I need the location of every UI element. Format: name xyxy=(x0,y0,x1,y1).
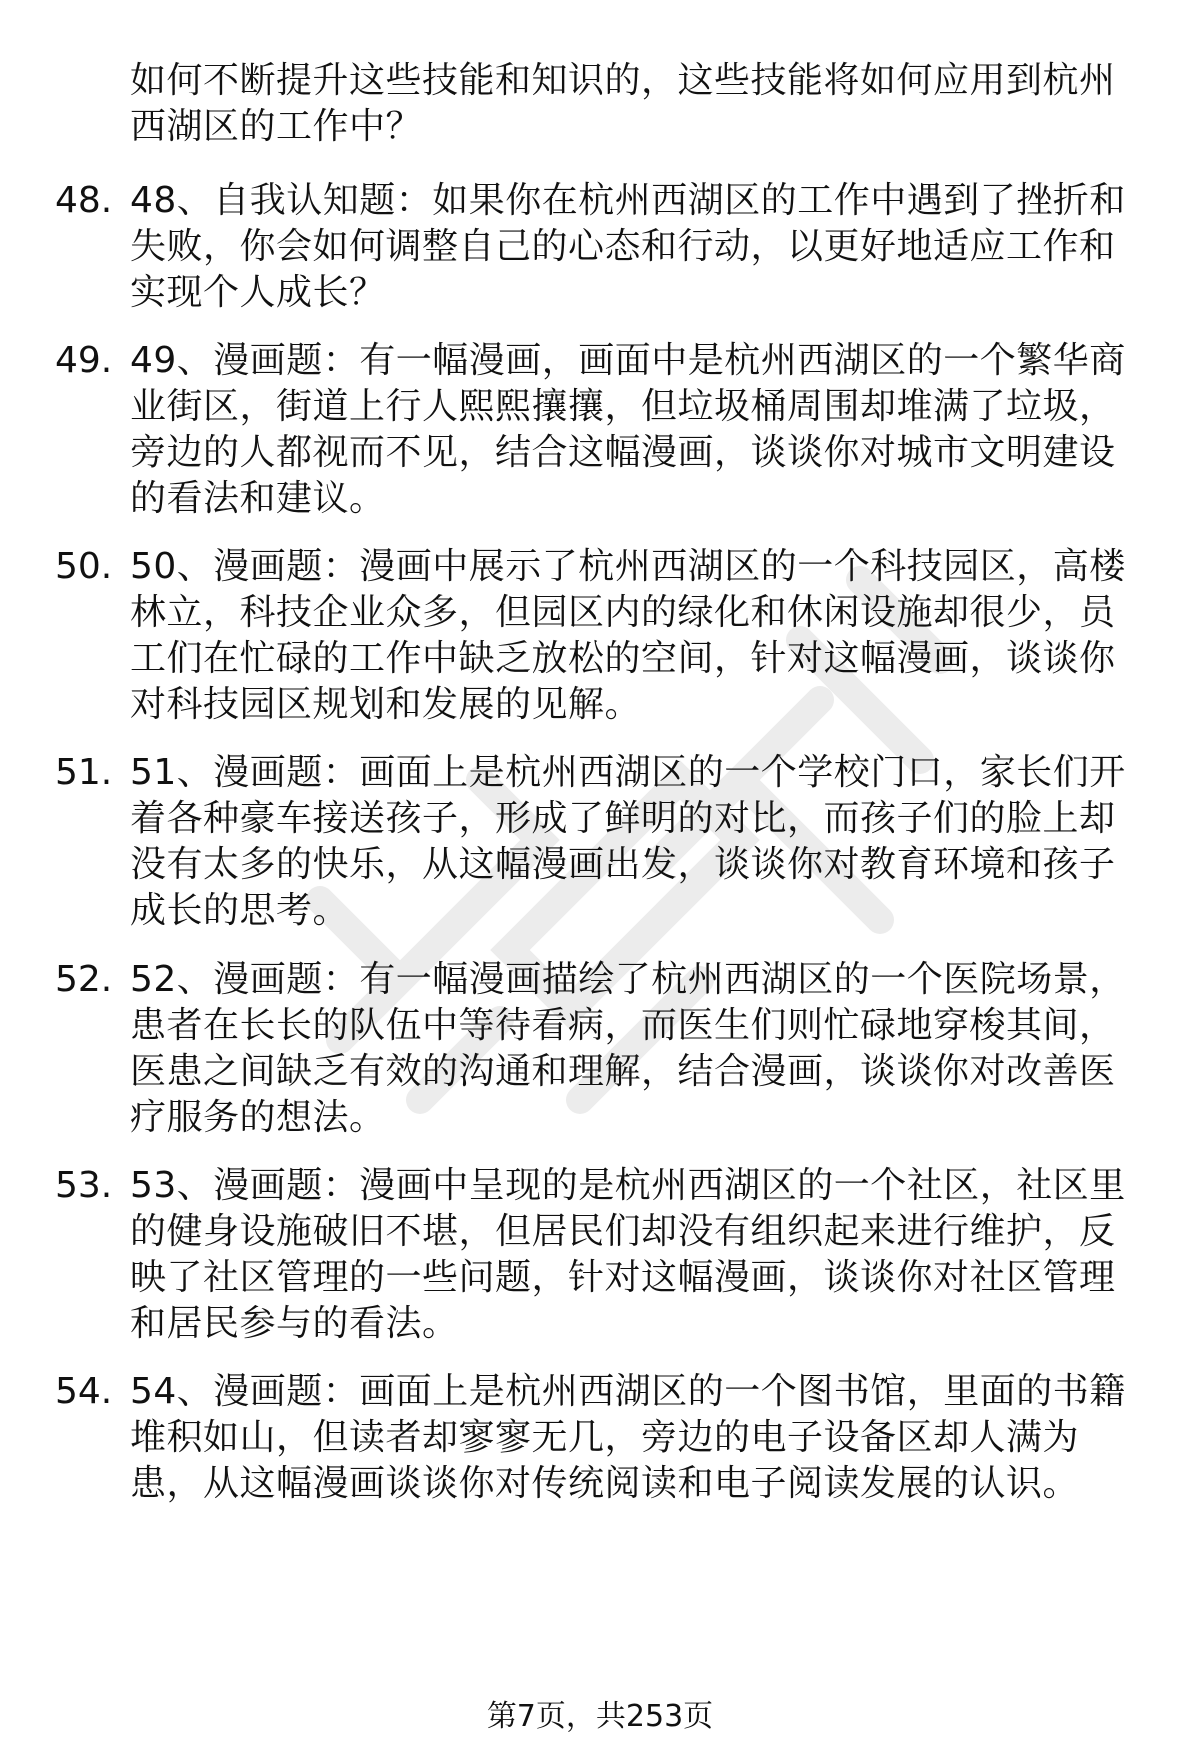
question-number: 53. xyxy=(55,1165,113,1206)
continuation-text: 如何不断提升这些技能和知识的，这些技能将如何应用到杭州西湖区的工作中？ xyxy=(130,60,1116,147)
question-text: 49、漫画题：有一幅漫画，画面中是杭州西湖区的一个繁华商业街区，街道上行人熙熙攘攘，但垃圾桶周围却堆满了垃圾，旁边的人都视而不见，结合这幅漫画，谈谈你对城市文明建设的看法和建议。 xyxy=(130,340,1126,519)
question-number: 49. xyxy=(55,340,113,381)
question-number: 54. xyxy=(55,1371,113,1412)
question-text: 52、漫画题：有一幅漫画描绘了杭州西湖区的一个医院场景，患者在长长的队伍中等待看病，而医生们则忙碌地穿梭其间，医患之间缺乏有效的沟通和理解，结合漫画，谈谈你对改善医疗服务的想法。 xyxy=(130,959,1126,1138)
question-text: 51、漫画题：画面上是杭州西湖区的一个学校门口，家长们开着各种豪车接送孩子，形成了鲜明的对比，而孩子们的脸上却没有太多的快乐，从这幅漫画出发，谈谈你对教育环境和孩子成长的思考。 xyxy=(130,752,1126,931)
page-number-footer: 第7页，共253页 xyxy=(486,1699,714,1734)
question-number: 51. xyxy=(55,752,113,793)
question-text: 50、漫画题：漫画中展示了杭州西湖区的一个科技园区，高楼林立，科技企业众多，但园区内的绿化和休闲设施却很少，员工们在忙碌的工作中缺乏放松的空间，针对这幅漫画，谈谈你对科技园区规划和发展的见解。 xyxy=(130,546,1126,725)
question-text: 48、自我认知题：如果你在杭州西湖区的工作中遇到了挫折和失败，你会如何调整自己的心态和行动，以更好地适应工作和实现个人成长？ xyxy=(130,180,1126,313)
question-number: 48. xyxy=(55,180,113,221)
question-number: 50. xyxy=(55,546,113,587)
question-number: 52. xyxy=(55,959,113,1000)
question-text: 54、漫画题：画面上是杭州西湖区的一个图书馆，里面的书籍堆积如山，但读者却寥寥无几，旁边的电子设备区却人满为患，从这幅漫画谈谈你对传统阅读和电子阅读发展的认识。 xyxy=(130,1371,1126,1504)
question-text: 53、漫画题：漫画中呈现的是杭州西湖区的一个社区，社区里的健身设施破旧不堪，但居民们却没有组织起来进行维护，反映了社区管理的一些问题，针对这幅漫画，谈谈你对社区管理和居民参与的看法。 xyxy=(130,1165,1126,1344)
